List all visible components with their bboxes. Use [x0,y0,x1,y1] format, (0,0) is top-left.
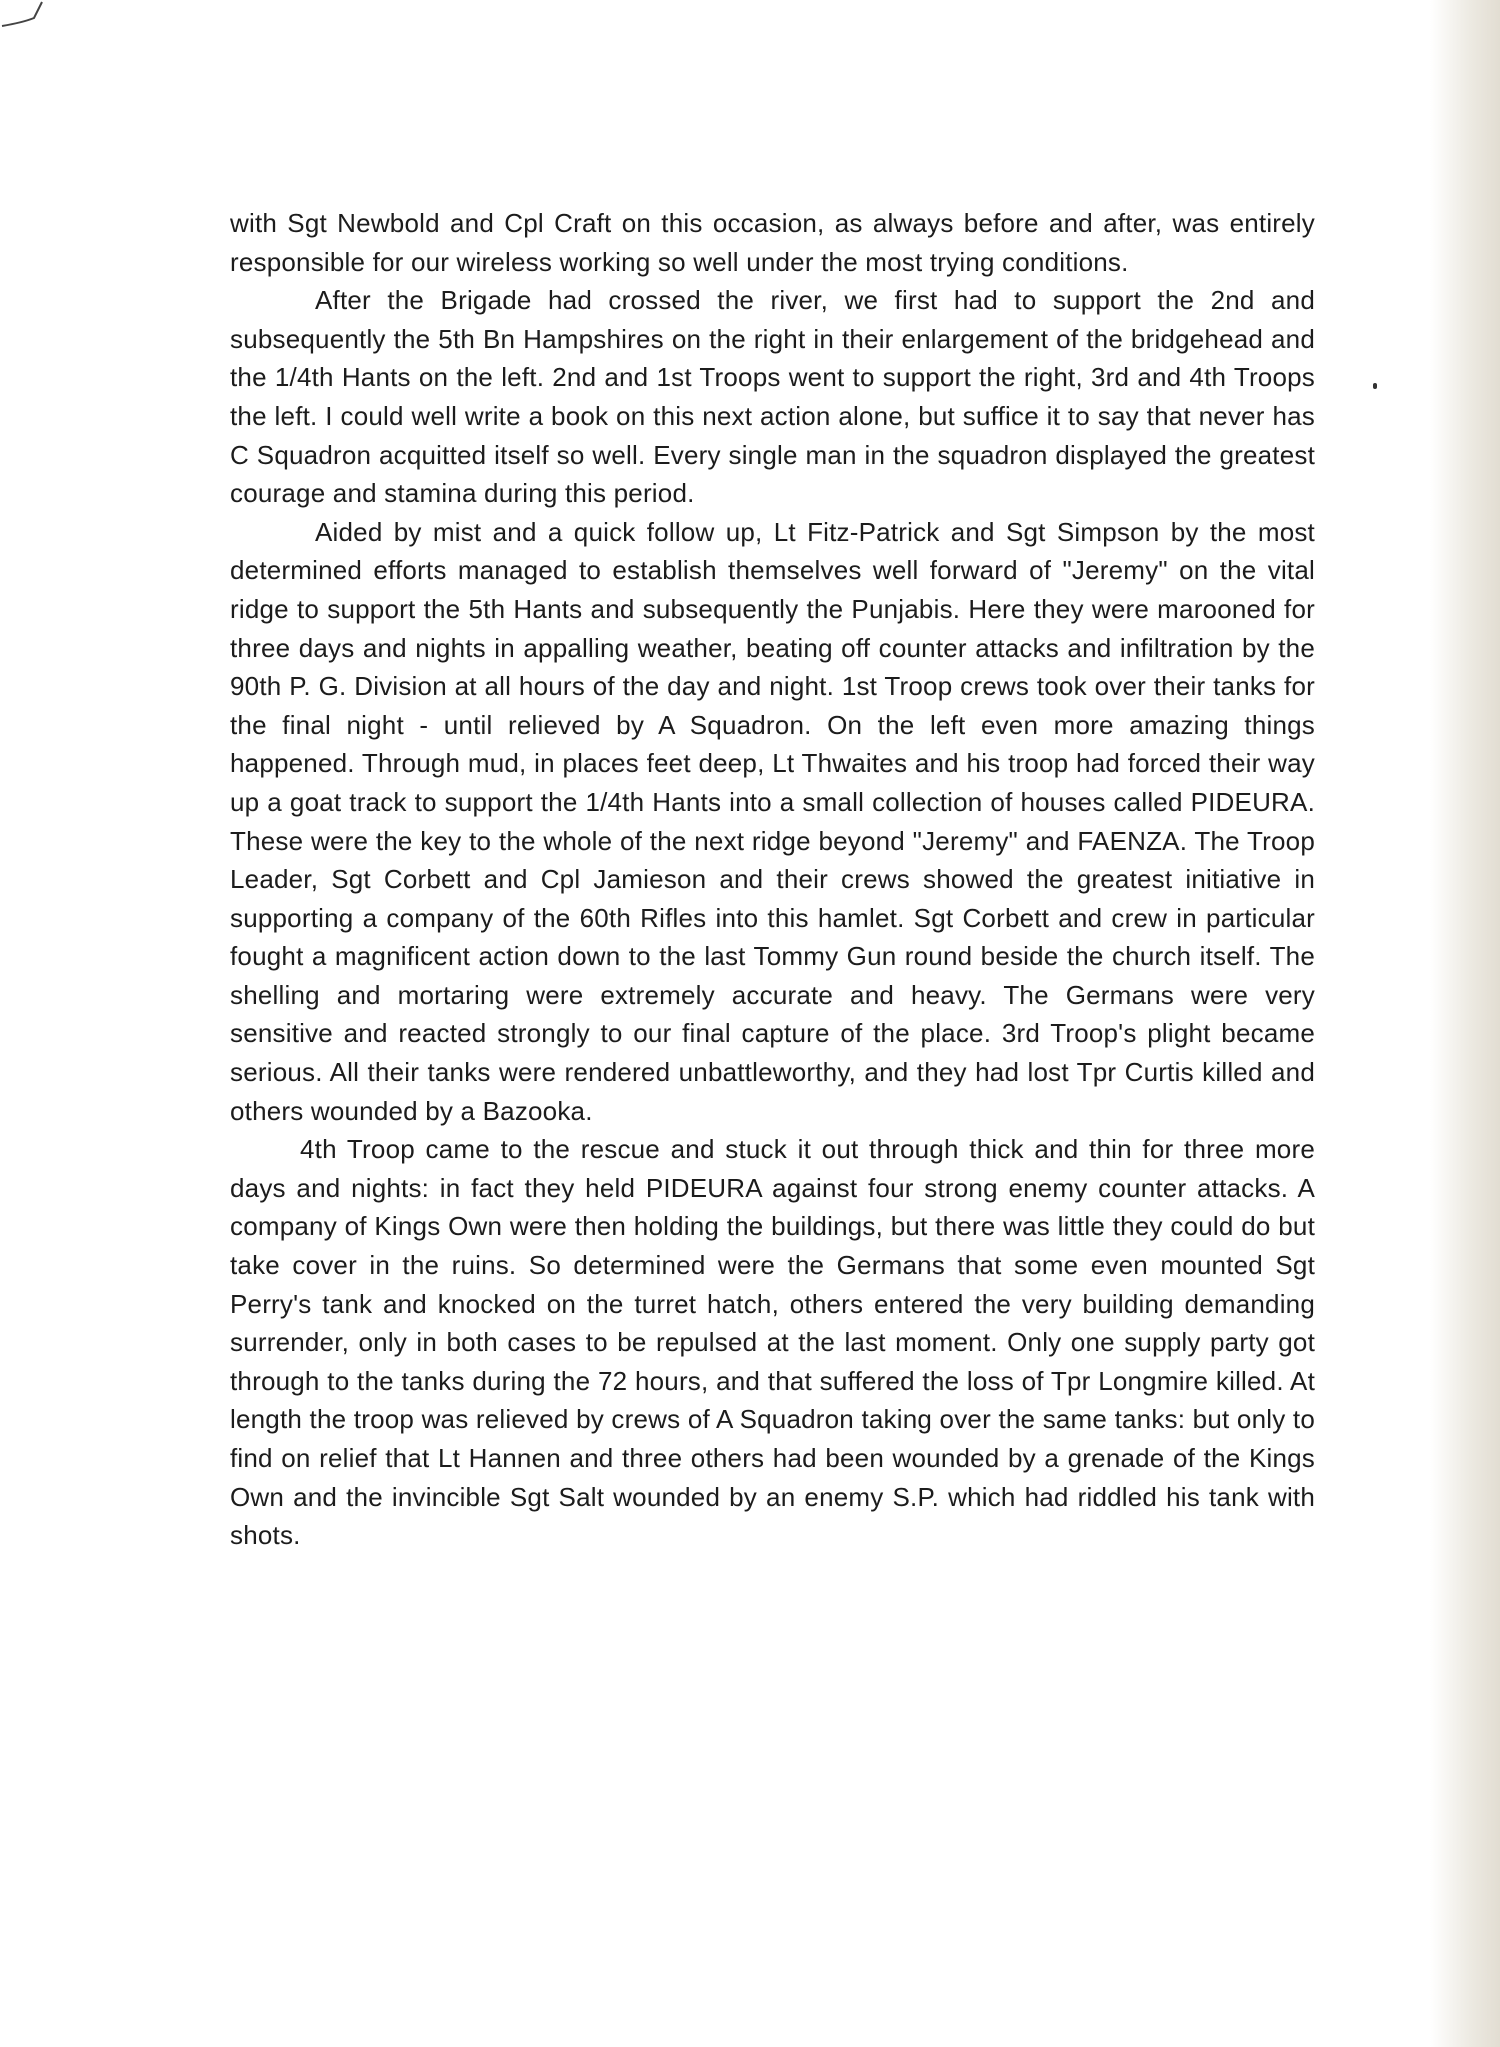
body-text [230,204,1315,1555]
page-edge-shadow [1430,0,1500,2047]
corner-pencil-mark [0,0,60,40]
paragraph: Aided by mist and a quick follow up, Lt Fitz-Patrick and Sgt Simpson by the most determined efforts managed to establish themselves well forward of "Jeremy" on the vital ridge to support the 5th Hants and subsequently the Punjabis. Here they were marooned for three days and nights in appalling weather, beating off counter attacks and infiltration by the 90th P. G. Division at all hours of the day and night. 1st Troop crews took over their tanks for the final night - until relieved by A Squadron. On the left even more amazing things happened. Through mud, in places feet deep, Lt Thwaites and his troop had forced their way up a goat track to support the 1/4th Hants into a small collection of houses called PIDEURA. These were the key to the whole of the next ridge beyond "Jeremy" and FAENZA. The Troop Leader, Sgt Corbett and Cpl Jamieson and their crews showed the greatest initiative in supporting a company of the 60th Rifles into this hamlet. Sgt Corbett and crew in particular fought a magnificent action down to the last Tommy Gun round beside the church itself. The shelling and mortaring were extremely accurate and heavy. The Germans were very sensitive and reacted strongly to our final capture of the place. 3rd Troop's plight became serious. All their tanks were rendered unbattleworthy, and they had lost Tpr Curtis killed and others wounded by a Bazooka. [230,516,1315,1126]
paragraph: with Sgt Newbold and Cpl Craft on this occasion, as always before and after, was entirely responsible for our wireless working so well under the most trying conditions. [230,208,1315,277]
ink-speck [1373,383,1377,389]
paragraph: After the Brigade had crossed the river, we first had to support the 2nd and subsequently the 5th Bn Hampshires on the right in their enlargement of the bridgehead and the 1/4th Hants on the left. 2nd and 1st Troops went to support the right, 3rd and 4th Troops the left. I could well write a book on this next action alone, but suffice it to say that never has C Squadron acquitted itself so well. Every single man in the squadron displayed the greatest courage and stamina during this period. [230,285,1315,509]
paragraph: 4th Troop came to the rescue and stuck it out through thick and thin for three more days and nights: in fact they held PIDEURA against four strong enemy counter attacks. A company of Kings Own were then holding the buildings, but there was little they could do but take cover in the ruins. So determined were the Germans that some even mounted Sgt Perry's tank and knocked on the turret hatch, others entered the very building demanding surrender, only in both cases to be repulsed at the last moment. Only one supply party got through to the tanks during the 72 hours, and that suffered the loss of Tpr Longmire killed. At length the troop was relieved by crews of A Squadron taking over the same tanks: but only to find on relief that Lt Hannen and three others had been wounded by a grenade of the Kings Own and the invincible Sgt Salt wounded by an enemy S.P. which had riddled his tank with shots. [230,1134,1315,1551]
